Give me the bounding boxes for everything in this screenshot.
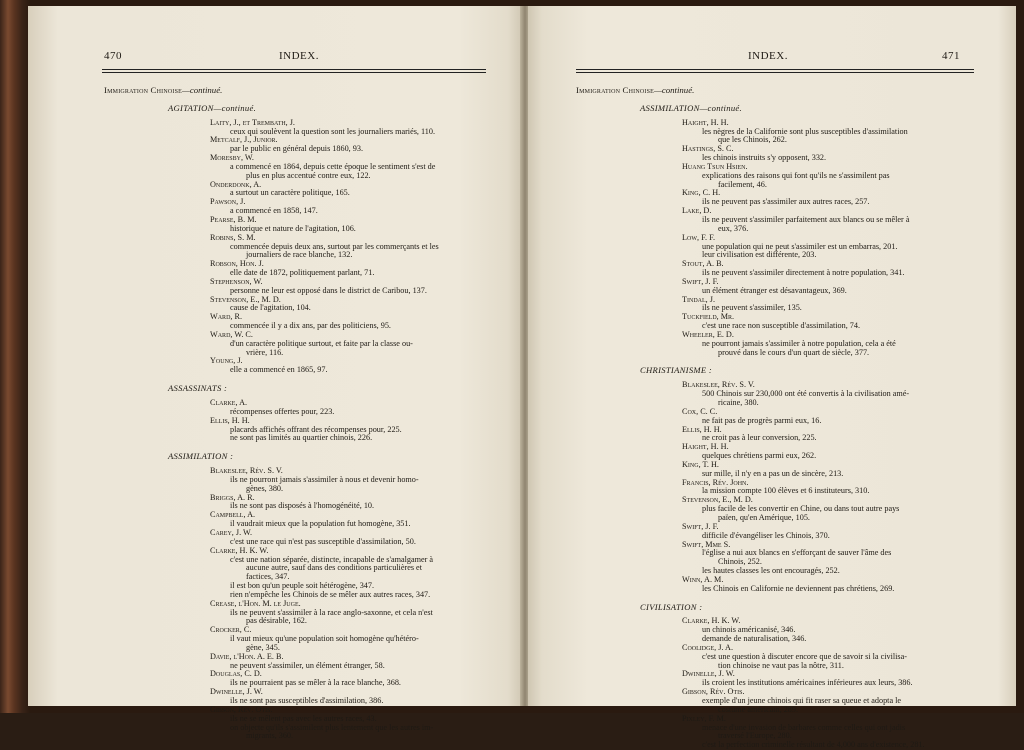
index-entry-line: récompenses offertes pour, 223. <box>230 406 335 416</box>
index-entry-name: King, T. H. <box>682 459 719 469</box>
index-entry-name: Ellis, H. H. <box>682 424 722 434</box>
index-entry-line: personne ne leur est opposé dans le district de Caribou, 137. <box>230 285 427 295</box>
index-entry-line: explications des raisons qui font qu'ils ne s'assimilent pas <box>702 170 890 180</box>
running-header-left: INDEX. <box>279 50 319 62</box>
page-number-right: 471 <box>942 50 960 62</box>
index-entry-name: Ellis, H. H. <box>210 415 250 425</box>
index-entry-line: gène, 345. <box>246 642 280 652</box>
index-entry-line: ils ne pourraient pas se mêler à la race blanche, 368. <box>230 678 401 688</box>
index-entry-line: elle a commencé en 1865, 97. <box>230 365 328 375</box>
index-entry-name: Davie, l'Hon. A. E. B. <box>210 651 284 661</box>
index-entry-name: Pixley, F. M. <box>682 713 726 723</box>
index-entry-line: païen, qu'en Amérique, 105. <box>718 512 810 522</box>
index-entry-line: quelques chrétiens parmi eux, 262. <box>702 451 817 461</box>
index-entry-line: Chinois, 252. <box>718 557 762 567</box>
index-entry-line: ils ne sont pas disposés à l'homogénéité, 10. <box>230 501 375 511</box>
index-entry-line: la mission compte 100 élèves et 6 instituteurs, 310. <box>702 486 870 496</box>
index-entry-line: une population qui ne peut s'assimiler est un embarras, 201. <box>702 241 898 251</box>
index-entry-line: ne peuvent s'assimiler, un élément étranger, 58. <box>230 660 385 670</box>
header-rule-right <box>576 69 974 73</box>
index-entry-line: les chinois instruits s'y opposent, 332. <box>702 153 827 163</box>
index-entry-name: Robins, S. M. <box>210 232 256 242</box>
index-entry-name: King, C. H. <box>682 188 721 198</box>
index-entry-name: Stout, A. B. <box>682 259 724 269</box>
index-entry-line: 500 Chinois sur 230,000 ont été convertis à la civilisation amé- <box>702 389 910 399</box>
index-entry-name: Wheeler, E. D. <box>682 329 734 339</box>
index-entry-line: ne croit pas à leur conversion, 225. <box>702 433 817 443</box>
index-entry-line: migrants, 360. <box>246 731 294 741</box>
index-entry-name: Onderdonk, A. <box>210 179 262 189</box>
subsection-heading: CHRISTIANISME : <box>640 365 713 376</box>
index-entry-name: Carey, J. W. <box>210 527 253 537</box>
index-entry-line: menace d'une invasion de barbares comme celles qui ont jadis <box>702 722 906 732</box>
left-page <box>28 6 523 741</box>
index-entry-line: difficile d'évangéliser les Chinois, 370. <box>702 530 830 540</box>
index-entry-line: rien n'empêche les Chinois de se mêler aux autres races, 347. <box>230 589 431 599</box>
index-entry-line: elle date de 1872, politiquement parlant, 71. <box>230 268 375 278</box>
index-entry-line: c'est une question à discuter encore que de savoir si la civilisa- <box>702 651 907 661</box>
index-entry-line: pas désirable, 162. <box>246 616 307 626</box>
section-title-suffix: —continué. <box>654 85 695 95</box>
index-entry-name: Crocker, C. <box>210 625 252 635</box>
index-entry-line: c'est une nation séparée, distincte, incapable de s'amalgamer à <box>230 554 434 564</box>
index-entry-name: Swift, J. F. <box>682 276 719 286</box>
index-entry-line: gènes, 380. <box>246 483 284 493</box>
section-title-main: Immigration Chinoise <box>104 85 182 95</box>
index-entry-line: ils ne peuvent s'assimiler directement à notre population, 341. <box>702 268 905 278</box>
index-entry-line: ils ne peuvent s'assimiler, 135. <box>702 303 802 313</box>
index-entry-name: Douglas, C. D. <box>210 669 262 679</box>
index-entry-name: Winn, A. M. <box>682 574 724 584</box>
subsection-heading: CIVILISATION : <box>640 601 703 612</box>
index-entry-line: ricaine, 380. <box>718 398 759 407</box>
index-entry-line: un élément étranger est désavantageux, 369. <box>702 285 847 295</box>
index-entry-line: exemple d'un jeune chinois qui fit raser sa queue et adopta le <box>702 696 902 705</box>
index-entry-name: Clarke, A. <box>210 398 248 407</box>
index-entry-line: ils ne sont pas susceptibles d'assimilation, 386. <box>230 696 384 705</box>
index-entry-line: cause de l'agitation, 104. <box>230 303 311 313</box>
index-entry-line: c'est une race qui n'est pas susceptible d'assimilation, 50. <box>230 536 416 546</box>
index-entry-name: Cox, C. C. <box>682 406 718 416</box>
index-entry-line: prouvé dans le cours d'un quart de siècle, 377. <box>718 347 870 357</box>
subsection-heading: ASSIMILATION—continué. <box>640 102 742 113</box>
index-entry-name: Stevenson, E., M. D. <box>210 294 281 304</box>
index-entry-name: Gibson, Rév. Otis. <box>210 704 273 714</box>
index-entry-line: ne fait pas de progrès parmi eux, 16. <box>702 415 822 425</box>
index-entry-line: un chinois américanisé, 346. <box>702 625 796 635</box>
index-entry-line: plus en plus accentué contre eux, 122. <box>246 170 371 180</box>
index-entry-line: aucune autre, sauf dans des conditions particulières et <box>246 563 422 573</box>
index-entry-name: Dwinelle, J. W. <box>682 669 735 679</box>
index-entry-line: que les Chinois, 262. <box>718 135 787 145</box>
index-entry-line: ils ne pourront jamais s'assimiler à nous et devenir homo- <box>230 474 419 484</box>
subsection-heading: ASSASSINATS : <box>168 383 228 394</box>
index-content-right <box>576 86 988 750</box>
index-entry-name: Laity, J., et Trembath, J. <box>210 117 295 127</box>
index-entry-line: placards affichés offrant des récompenses pour, 225. <box>230 424 402 434</box>
index-entry-line: a surtout un caractère politique, 165. <box>230 188 350 198</box>
section-title <box>576 86 988 95</box>
index-entry-line: c'est la perfection criminelle résultant de 4,000 ans d'existence, 281. <box>702 740 925 750</box>
index-entry-name: Pawson, J. <box>210 197 246 207</box>
index-entry-name: Metcalf, J., Junior. <box>210 135 278 145</box>
index-entry-line: a commencé en 1858, 147. <box>230 206 318 216</box>
index-entry-name: Tindal, J. <box>682 294 715 304</box>
index-entry-line: ceux qui soulèvent la question sont les journaliers mariés, 110. <box>230 126 436 136</box>
index-entry-name: Blakeslee, Rév. S. V. <box>210 466 283 476</box>
index-entry-name: Low, F. F. <box>682 232 716 242</box>
index-entry-line: ils ne peuvent pas s'assimiler aux autres races, 257. <box>702 197 870 207</box>
index-entry-line: historique et nature de l'agitation, 106. <box>230 223 356 233</box>
index-entry-line: demande de naturalisation, 346. <box>702 634 807 644</box>
index-entry-line: il vaudrait mieux que la population fut homogène, 351. <box>230 519 411 529</box>
index-entry-line: a commencé en 1864, depuis cette époque le sentiment s'est de <box>230 161 436 171</box>
index-entry-line: sur mille, il n'y en a pas un de sincère, 213. <box>702 468 844 478</box>
index-entry-line: ils ne se mêlent pas avec les autres races, 43. <box>230 713 377 723</box>
subsection-heading: AGITATION—continué. <box>168 102 257 113</box>
index-entry-line: il est bon qu'un peuple soit hétérogène, 347. <box>230 581 375 591</box>
section-title-main: Immigration Chinoise <box>576 85 654 95</box>
index-entry-name: Coolidge, J. A. <box>682 642 734 652</box>
header-rule-left <box>102 69 486 73</box>
index-entry-name: Dwinelle, J. W. <box>210 687 263 697</box>
index-entry-name: Stephenson, W. <box>210 276 263 286</box>
index-entry-line: les nègres de la Californie sont plus susceptibles d'assimilation <box>702 126 908 136</box>
index-entry-name: Swift, Mme S. <box>682 539 731 549</box>
index-entry-line: commencée il y a dix ans, par des politiciens, 95. <box>230 321 391 331</box>
index-entry-name: Ward, W. C. <box>210 329 253 339</box>
index-entry-line: on objecte qu'ils s'assimilent plus lentement que les autres im- <box>230 722 434 732</box>
index-entry-name: Ward, R. <box>210 312 242 322</box>
section-title <box>104 86 504 95</box>
index-entry-name: Young, J. <box>210 356 243 366</box>
index-entry-name: Clarke, H. K. W. <box>210 545 269 555</box>
index-entry-line: plus facile de les convertir en Chine, ou dans tout autre pays <box>702 504 900 514</box>
index-entry-line: ils ne peuvent s'assimiler parfaitement aux blancs ou se mêler à <box>702 214 910 224</box>
index-entry-name: Haight, H. H. <box>682 117 729 127</box>
index-entry-line: facilement, 46. <box>718 179 767 189</box>
index-entry-name: Campbell, A. <box>210 510 256 520</box>
index-entry-name: Moresby, W. <box>210 153 254 163</box>
index-entry-name: Lake, D. <box>682 206 712 216</box>
right-page <box>528 6 1016 750</box>
index-entry-name: Hastings, S. C. <box>682 144 734 154</box>
page-number-left: 470 <box>104 50 122 62</box>
index-entry-name: Francis, Rév. John. <box>682 477 749 487</box>
index-entry-line: factices, 347. <box>246 572 290 582</box>
index-entry-line: traversé l'Europe, 280. <box>718 731 792 741</box>
subsection-heading: ASSIMILATION : <box>168 451 234 462</box>
index-entry-line: ils ne peuvent s'assimiler à la race anglo-saxonne, et cela n'est <box>230 607 433 617</box>
index-entry-line: ils croient les institutions américaines inférieures aux leurs, 386. <box>702 678 913 688</box>
index-entry-name: Pearse, B. M. <box>210 214 257 224</box>
index-entry-line: eux, 376. <box>718 223 749 233</box>
index-content-left <box>104 86 504 741</box>
index-entry-name: Stevenson, E., M. D. <box>682 495 753 505</box>
index-entry-line: tion chinoise ne vaut pas la nôtre, 311. <box>718 660 844 670</box>
index-entry-line: journaliers de race blanche, 132. <box>246 250 353 260</box>
index-entry-line: c'est une race non susceptible d'assimilation, 74. <box>702 321 861 331</box>
index-entry-name: Robson, Hon. J. <box>210 259 264 269</box>
section-title-suffix: —continué. <box>182 85 223 95</box>
running-header-right: INDEX. <box>748 50 788 62</box>
index-entry-name: Blakeslee, Rév. S. V. <box>682 380 755 390</box>
index-entry-name: Haight, H. H. <box>682 442 729 452</box>
index-entry-name: Huang Tsun Hsien. <box>682 161 748 171</box>
index-entry-name: Briggs, A. R. <box>210 492 255 502</box>
index-entry-name: Tuckfield, Mr. <box>682 312 735 322</box>
index-entry-name: Clarke, H. K. W. <box>682 616 741 626</box>
index-entry-line: les hautes classes les ont encouragés, 252. <box>702 566 840 576</box>
index-entry-line: costume américain, 289. <box>718 704 799 714</box>
index-entry-line: les Chinois en Californie ne deviennent pas chrétiens, 269. <box>702 583 895 593</box>
index-entry-line: leur civilisation est différente, 203. <box>702 250 817 260</box>
index-entry-line: ne sont pas limités au quartier chinois, 226. <box>230 433 373 443</box>
index-entry-line: il vaut mieux qu'une population soit homogène qu'hétéro- <box>230 634 419 644</box>
index-entry-line: vrière, 116. <box>246 347 284 357</box>
index-entry-name: Crease, l'Hon. M. le Juge. <box>210 598 301 608</box>
index-entry-line: d'un caractère politique surtout, et faite par la classe ou- <box>230 338 413 348</box>
index-entry-line: ne pourront jamais s'assimiler à notre population, cela a été <box>702 338 896 348</box>
index-entry-line: l'église a nui aux blancs en s'efforçant de sauver l'âme des <box>702 548 892 558</box>
index-entry-line: par le public en général depuis 1860, 93. <box>230 144 364 154</box>
index-entry-name: Gibson, Rév. Otis. <box>682 687 745 697</box>
index-entry-line: commencée depuis deux ans, surtout par les commerçants et les <box>230 241 439 251</box>
index-entry-name: Swift, J. F. <box>682 521 719 531</box>
